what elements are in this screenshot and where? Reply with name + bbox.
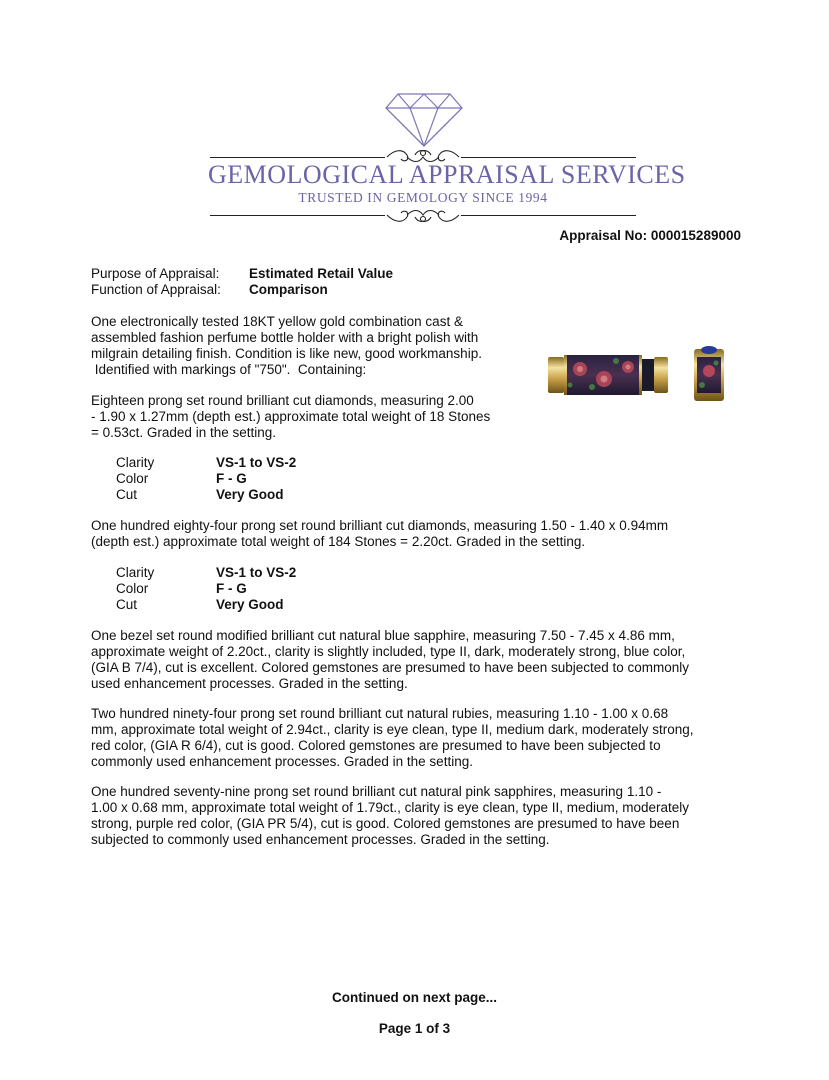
diamonds-1-line: = 0.53ct. Graded in the setting. [91,425,276,440]
perfume-bottle-holder-photo [546,343,736,405]
diamonds-1-color-label: Color [116,471,149,486]
blue-sapphire-line: One bezel set round modified brilliant cut natural blue sapphire, measuring 7.50 - 7.45 x 4.86 mm, [91,628,675,643]
continued-notice: Continued on next page... [332,990,497,1005]
pink-sapphires-line: 1.00 x 0.68 mm, approximate total weight of 1.79ct., clarity is eye clean, type II, medium, moderately [91,800,690,815]
diamonds-2-line: (depth est.) approximate total weight of 184 Stones = 2.20ct. Graded in the setting. [91,534,586,549]
scroll-ornament-bottom [385,205,461,225]
diamonds-1-cut-value: Very Good [216,487,284,502]
diamonds-2-clarity-value: VS-1 to VS-2 [216,565,297,580]
description-line: One electronically tested 18KT yellow gold combination cast & [91,314,463,329]
diamonds-2-line: One hundred eighty-four prong set round brilliant cut diamonds, measuring 1.50 - 1.40 x 0.94mm [91,518,669,533]
description-line: Identified with markings of "750". Containing: [91,362,367,377]
blue-sapphire-line: used enhancement processes. Graded in the setting. [91,676,408,691]
diamonds-1-line: - 1.90 x 1.27mm (depth est.) approximate total weight of 18 Stones [91,409,491,424]
rubies-line: mm, approximate total weight of 2.94ct., clarity is eye clean, type II, medium dark, moderately strong, [91,722,694,737]
diamonds-2-clarity-label: Clarity [116,565,155,580]
diamonds-2-description [91,518,668,550]
diamonds-2-color-label: Color [116,581,149,596]
header-top-rule [210,157,385,158]
diamonds-2-color-value: F - G [216,581,247,596]
pink-sapphires-line: strong, purple red color, (GIA PR 5/4), cut is good. Colored gemstones are presumed to have been [91,816,680,831]
page-number: Page 1 of 3 [378,1021,451,1036]
rubies-line: red color, (GIA R 6/4), cut is good. Colored gemstones are presumed to have been subjected to [91,738,661,753]
header-bottom-rule [210,215,385,216]
function-value: Comparison [249,282,328,297]
purpose-label: Purpose of Appraisal: [91,266,220,281]
pink-sapphires-description [91,784,689,848]
diamonds-1-clarity-label: Clarity [116,455,155,470]
item-description [91,314,482,378]
function-label: Function of Appraisal: [91,282,221,297]
description-line: milgrain detailing finish. Condition is like new, good workmanship. [91,346,482,361]
company-tagline: TRUSTED IN GEMOLOGY SINCE 1994 [298,190,548,205]
diamonds-1-description [91,393,490,441]
purpose-value: Estimated Retail Value [249,266,394,281]
appraisal-number: Appraisal No: 000015289000 [559,228,741,243]
diamonds-1-color-value: F - G [216,471,247,486]
diamond-icon [384,92,464,148]
rubies-description [91,706,694,770]
rubies-line: Two hundred ninety-four prong set round brilliant cut natural rubies, measuring 1.10 - 1.00 x 0.68 [91,706,669,721]
description-line: assembled fashion perfume bottle holder with a bright polish with [91,330,479,345]
blue-sapphire-line: (GIA B 7/4), cut is excellent. Colored gemstones are presumed to have been subjected to commonly [91,660,690,675]
header-bottom-rule-right [461,215,636,216]
pink-sapphires-line: One hundred seventy-nine prong set round brilliant cut natural pink sapphires, measuring 1.10 - [91,784,662,799]
blue-sapphire-description [91,628,689,692]
rubies-line: commonly used enhancement processes. Graded in the setting. [91,754,473,769]
diamonds-2-cut-label: Cut [116,597,138,612]
diamonds-1-clarity-value: VS-1 to VS-2 [216,455,297,470]
diamonds-2-cut-value: Very Good [216,597,284,612]
blue-sapphire-line: approximate weight of 2.20ct., clarity is slightly included, type II, dark, moderately strong, blue color, [91,644,686,659]
header-top-rule-right [461,157,636,158]
diamonds-1-cut-label: Cut [116,487,138,502]
company-name: GEMOLOGICAL APPRAISAL SERVICES [208,160,686,189]
pink-sapphires-line: subjected to commonly used enhancement processes. Graded in the setting. [91,832,550,847]
diamonds-1-line: Eighteen prong set round brilliant cut diamonds, measuring 2.00 [91,393,474,408]
